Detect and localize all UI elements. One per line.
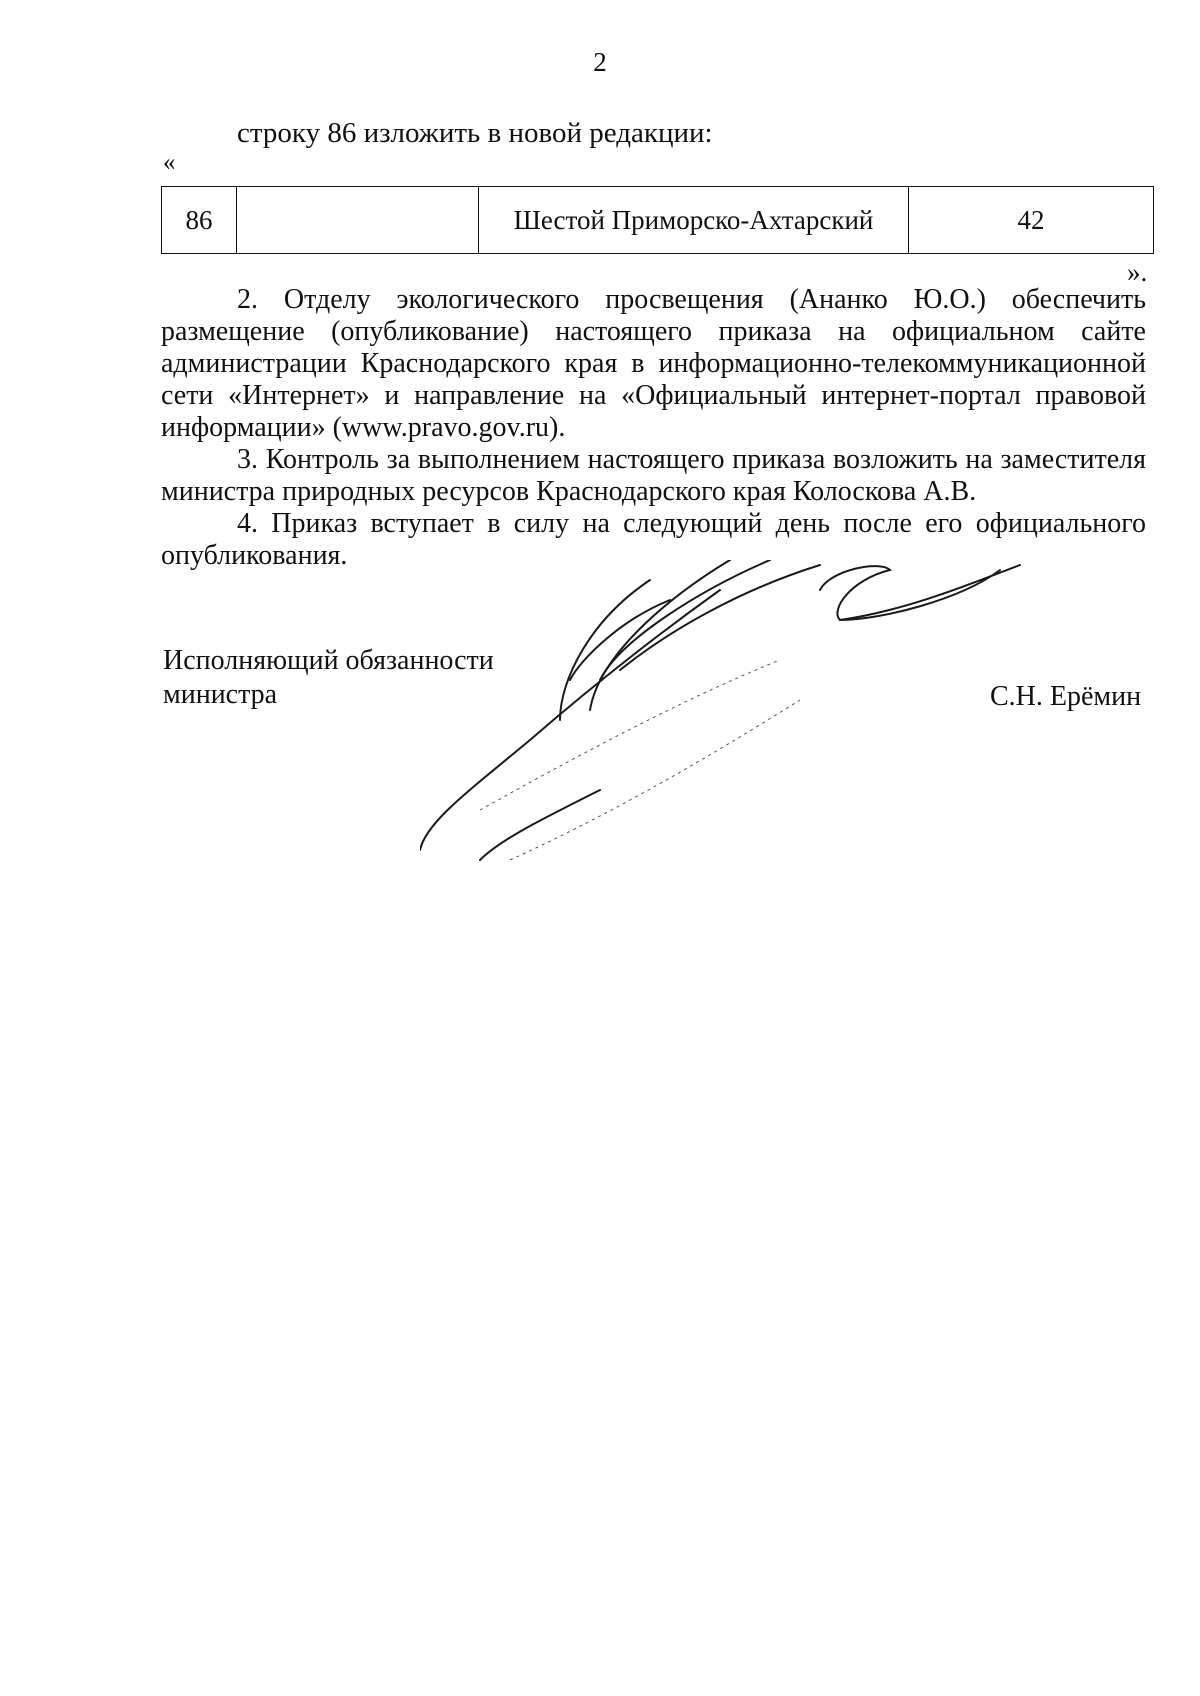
closing-quote: ». bbox=[1127, 257, 1148, 287]
page-number: 2 bbox=[593, 47, 607, 77]
paragraph-4: 4. Приказ вступает в силу на следующий день после его официального опубликования. bbox=[161, 508, 1146, 571]
handwritten-signature bbox=[420, 560, 1100, 920]
amended-row-table bbox=[161, 186, 1154, 254]
signatory-position: Исполняющий обязанности министра bbox=[163, 645, 494, 710]
table-row bbox=[162, 187, 1154, 254]
empty-cell bbox=[237, 187, 479, 254]
opening-quote: « bbox=[163, 149, 176, 176]
order-body bbox=[161, 284, 1146, 572]
amendment-intro: строку 86 изложить в новой редакции: bbox=[237, 117, 713, 149]
value-cell: 42 bbox=[909, 187, 1154, 254]
district-name-cell: Шестой Приморско-Ахтарский bbox=[479, 187, 909, 254]
paragraph-2: 2. Отделу экологического просвещения (Ананко Ю.О.) обеспечить размещение (опубликование) настоящего приказа на официальном сайте администрации Краснодарского края в информационно-телекоммуникационной сети «Интернет» и направление на «Официальный интернет-портал правовой информации» (www.pravo.gov.ru). bbox=[161, 284, 1146, 443]
row-number-cell: 86 bbox=[162, 187, 237, 254]
signatory-name: С.Н. Ерёмин bbox=[990, 681, 1142, 712]
paragraph-3: 3. Контроль за выполнением настоящего приказа возложить на заместителя министра природных ресурсов Краснодарского края Колоскова А.В. bbox=[161, 444, 1146, 507]
